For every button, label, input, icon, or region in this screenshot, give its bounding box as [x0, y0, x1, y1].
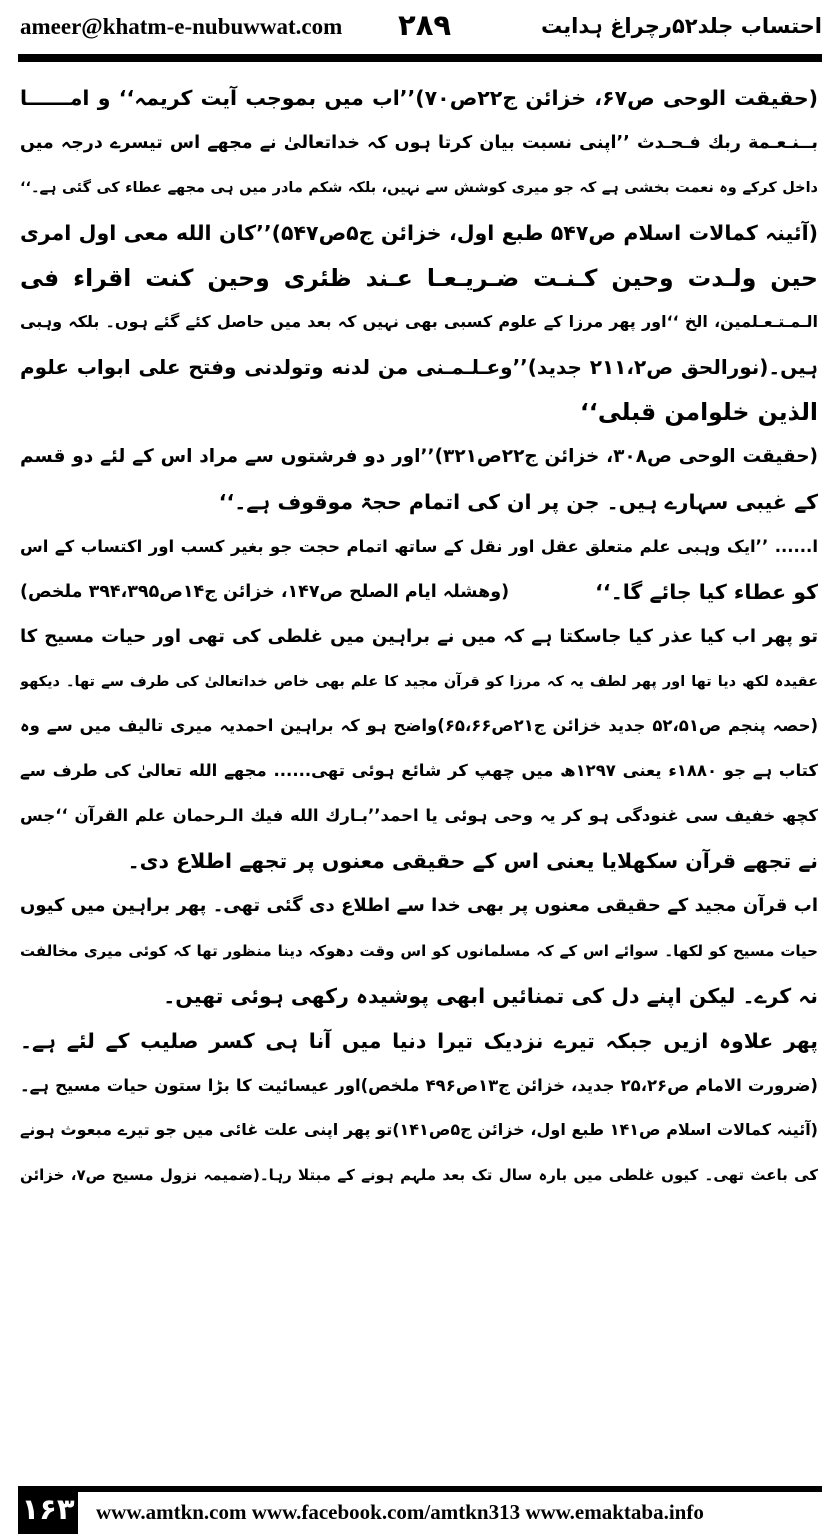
body-line-11: ا...... ’’ایک وہبی علم متعلق عقل اور نقل کے ساتھ اتمام حجت جو بغیر کسب اور اکتساب کے اس: [20, 536, 818, 556]
header-email: ameer@khatm-e-nubuwwat.com: [20, 14, 343, 39]
body-line-24: (آئینہ کمالات اسلام ص۱۴۱ طبع اول، خزائن ج۵ص۱۴۱)تو پھر اپنی علت غائی میں جو تیرے مبعوث ہونے: [20, 1120, 818, 1140]
footer-links[interactable]: www.amtkn.com www.facebook.com/amtkn313 www.emaktaba.info: [96, 1500, 704, 1524]
page-body: [20, 76, 818, 1198]
body-line-7: ہیں۔(نورالحق ص۲۱۱،۲ جدید)’’وعـلـمـنی من لدنه وتولدنی وفتح علی ابواب علوم: [20, 355, 818, 380]
footer-rule: [78, 1486, 822, 1492]
body-line-16: کتاب ہے جو ۱۸۸۰ء یعنی ۱۲۹۷ھ میں چھپ کر شائع ہوئی تھی...... مجھے الله تعالیٰ کی طرف سے: [20, 761, 818, 781]
body-line-4: (آئینہ کمالات اسلام ص۵۴۷ طبع اول، خزائن ج۵ص۵۴۷)’’کان الله معی اول امری: [20, 220, 818, 245]
body-line-12-reference: (وھشلہ ایام الصلح ص۱۴۷، خزائن ج۱۴ص۳۹۴،۳۹۵ ملخص): [20, 581, 510, 602]
body-line-21: نہ کرے۔ لیکن اپنے دل کی تمنائیں ابھی پوشیدہ رکھی ہوئی تھیں۔: [163, 983, 818, 1008]
body-line-15: (حصہ پنجم ص۵۲،۵۱ جدید خزائن ج۲۱ص۶۵،۶۶)واضح ہو کہ براہین احمدیہ میری تالیف میں سے وہ: [20, 716, 818, 736]
body-line-9: (حقیقت الوحی ص۳۰۸، خزائن ج۲۲ص۳۲۱)’’اور دو فرشتوں سے مراد اس کے لئے دو قسم: [20, 446, 818, 468]
body-line-12: [20, 570, 818, 615]
page-header: [20, 10, 822, 50]
body-line-6: الـمـتـعـلمین، الخ ‘‘اور پھر مرزا کے علوم کسبی بھی نہیں کہ بعد میں حاصل کئے گئے ہوں۔ بلکہ وہبی: [20, 312, 818, 332]
header-running-title: احتساب جلد۵۲رچراغ ہدایت: [541, 14, 822, 38]
body-line-23: (ضرورت الامام ص۲۵،۲۶ جدید، خزائن ج۱۳ص۴۹۶ ملخص)اور عیسائیت کا بڑا ستون حیات مسیح ہے۔: [20, 1075, 818, 1095]
body-line-3: داخل کرکے وہ نعمت بخشی ہے کہ جو میری کوشش سے نہیں، بلکہ شکم مادر میں ہی مجھے عطاء کی گئی ہے۔‘‘: [20, 179, 818, 196]
header-page-number: ۲۸۹: [398, 8, 452, 42]
body-line-19: اب قرآن مجید کے حقیقی معنوں پر بھی خدا سے اطلاع دی گئی تھی۔ پھر براہین میں کیوں: [20, 895, 818, 917]
body-line-8: الذین خلوامن قبلی‘‘: [579, 398, 818, 427]
body-line-2: بــنـعـمة ربك فـحـدث ’’اپنی نسبت بیان کرتا ہوں کہ خداتعالیٰ نے مجھے اس تیسرے درجہ میں: [20, 132, 818, 153]
page-footer: [18, 1486, 822, 1534]
header-rule: [18, 54, 822, 62]
body-line-25: کی باعث تھی۔ کیوں غلطی میں بارہ سال تک بعد ملہم ہونے کے مبتلا رہا۔(ضمیمہ نزول مسیح ص۷، خزائن: [20, 1166, 818, 1185]
body-line-5: حین ولـدت وحین کـنـت ضـریـعـا عـند ظئری وحین کنت اقراء فی: [20, 263, 818, 292]
body-line-20: حیات مسیح کو لکھا۔ سوائے اس کے کہ مسلمانوں کو اس وقت دھوکہ دینا منظور تھا کہ کوئی میری مخالفت: [20, 941, 818, 960]
body-line-22: پھر علاوہ ازیں جبکہ تیرے نزدیک تیرا دنیا میں آنا ہی کسر صلیب کے لئے ہے۔: [20, 1028, 818, 1053]
body-line-18: نے تجھے قرآن سکھلایا یعنی اس کے حقیقی معنوں پر تجھے اطلاع دی۔: [127, 849, 818, 874]
body-line-10: کے غیبی سہارے ہیں۔ جن پر ان کی اتمام حجۃ موقوف ہے۔‘‘: [218, 490, 818, 515]
footer-book-page: ۱۶۳: [18, 1486, 78, 1534]
body-line-1: (حقیقت الوحی ص۶۷، خزائن ج۲۲ص۷۰)’’اب میں بموجب آیت کریمہ‘‘ و امــــــا: [20, 86, 818, 110]
body-line-12-text: کو عطاء کیا جائے گا۔‘‘: [595, 579, 818, 604]
body-line-14: عقیدہ لکھ دیا تھا اور پھر لطف یہ کہ مرزا کو قرآن مجید کا علم بھی خاص خداتعالیٰ کی طرف سے تھا۔ دیکھو: [20, 673, 818, 690]
body-line-13: تو پھر اب کیا عذر کیا جاسکتا ہے کہ میں نے براہین میں غلطی کی تھی اور حیات مسیح کا: [20, 625, 818, 647]
body-line-17: کچھ خفیف سی غنودگی ہو کر یہ وحی ہوئی یا احمد’’بـارك الله فیك الـرحمان علم القرآن ‘‘جس: [20, 806, 818, 826]
